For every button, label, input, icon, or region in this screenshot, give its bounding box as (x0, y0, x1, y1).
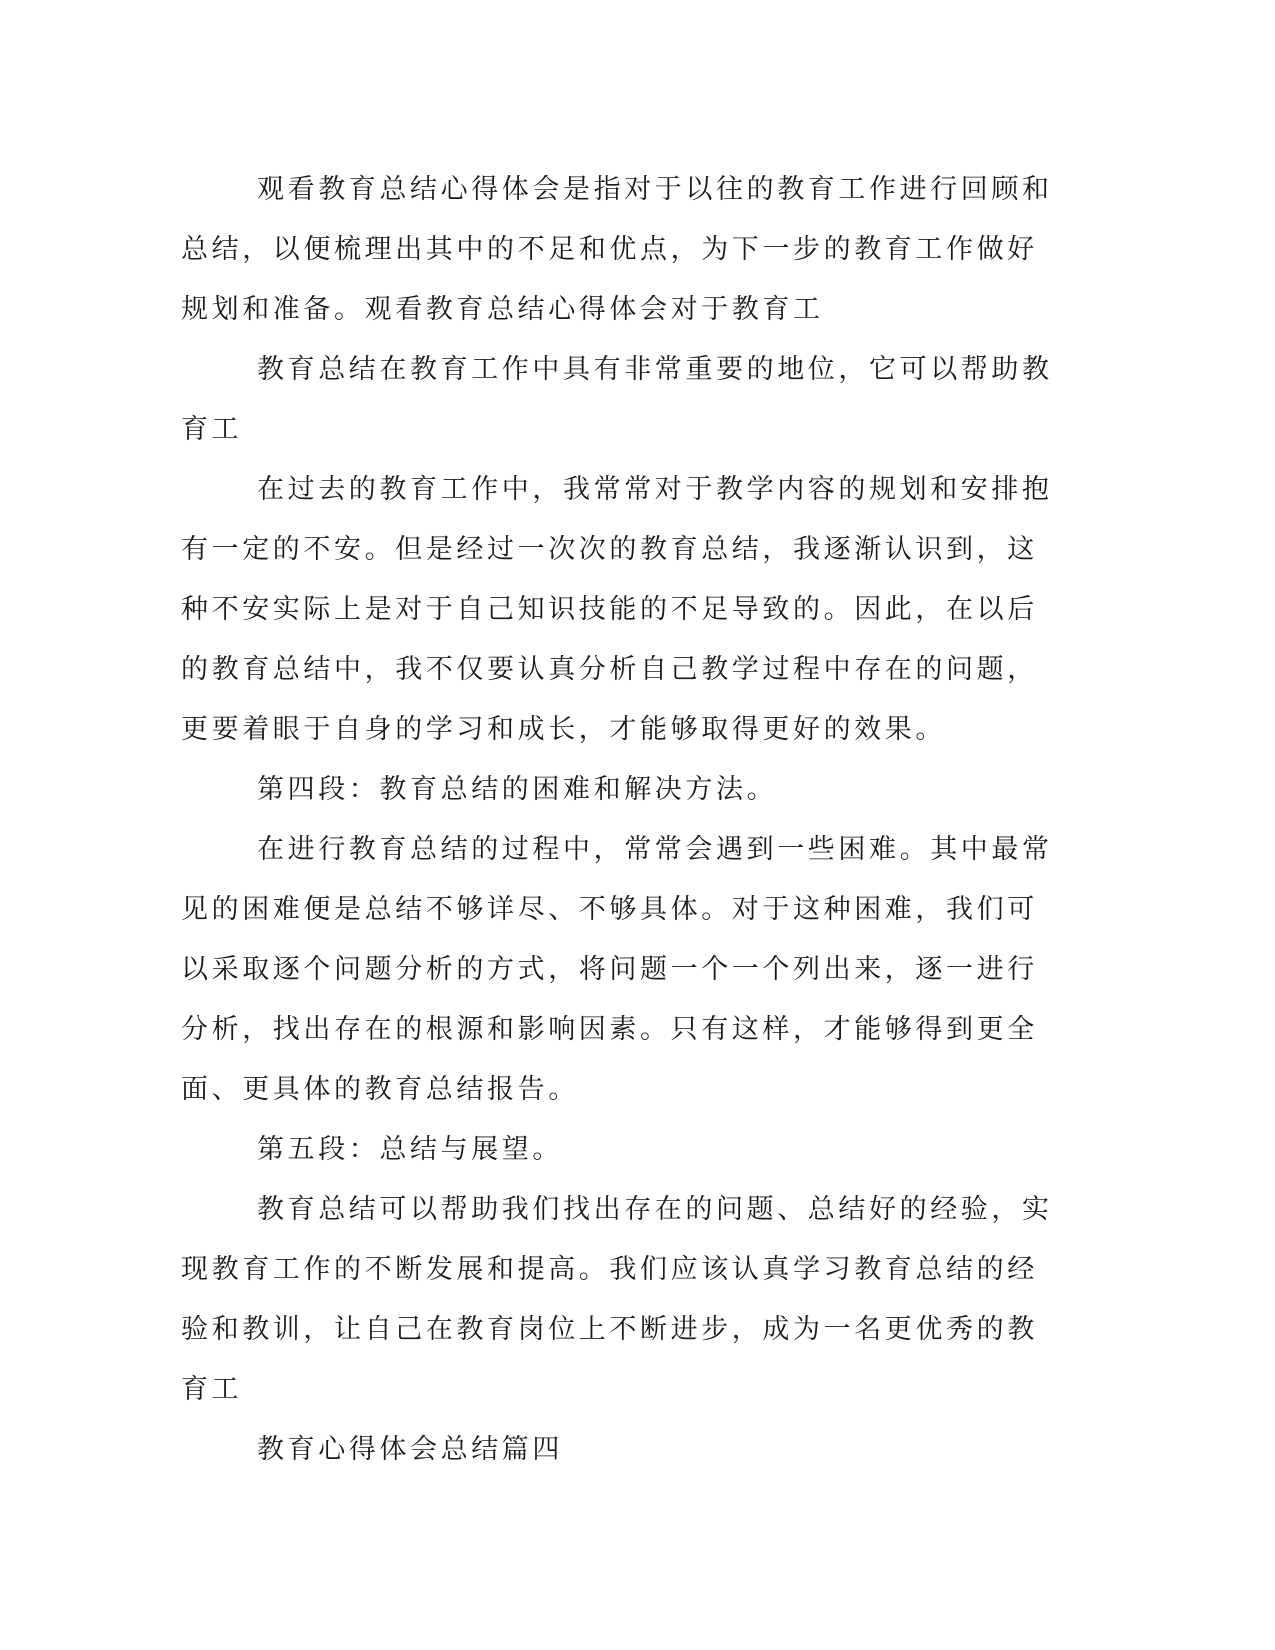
paragraph-intro: 观看教育总结心得体会是指对于以往的教育工作进行回顾和总结，以便梳理出其中的不足和优点，为下一步的教育工作做好规划和准备。观看教育总结心得体会对于教育工 (181, 174, 1053, 325)
section-heading-5: 第五段：总结与展望。 (257, 1134, 563, 1165)
chapter-title-4: 教育心得体会总结篇四 (257, 1434, 563, 1465)
paragraph-importance: 教育总结在教育工作中具有非常重要的地位，它可以帮助教育工 (181, 354, 1053, 445)
paragraph-outlook: 教育总结可以帮助我们找出存在的问题、总结好的经验，实现教育工作的不断发展和提高。我们应该认真学习教育总结的经验和教训，让自己在教育岗位上不断进步，成为一名更优秀的教育工 (181, 1194, 1053, 1405)
document-body (181, 160, 1061, 1480)
paragraph-difficulties: 在进行教育总结的过程中，常常会遇到一些困难。其中最常见的困难便是总结不够详尽、不够具体。对于这种困难，我们可以采取逐个问题分析的方式，将问题一个一个列出来，逐一进行分析，找出存在的根源和影响因素。只有这样，才能够得到更全面、更具体的教育总结报告。 (181, 834, 1053, 1105)
paragraph-past-experience: 在过去的教育工作中，我常常对于教学内容的规划和安排抱有一定的不安。但是经过一次次的教育总结，我逐渐认识到，这种不安实际上是对于自己知识技能的不足导致的。因此，在以后的教育总结中，我不仅要认真分析自己教学过程中存在的问题，更要着眼于自身的学习和成长，才能够取得更好的效果。 (181, 474, 1053, 745)
section-heading-4: 第四段：教育总结的困难和解决方法。 (257, 774, 778, 805)
